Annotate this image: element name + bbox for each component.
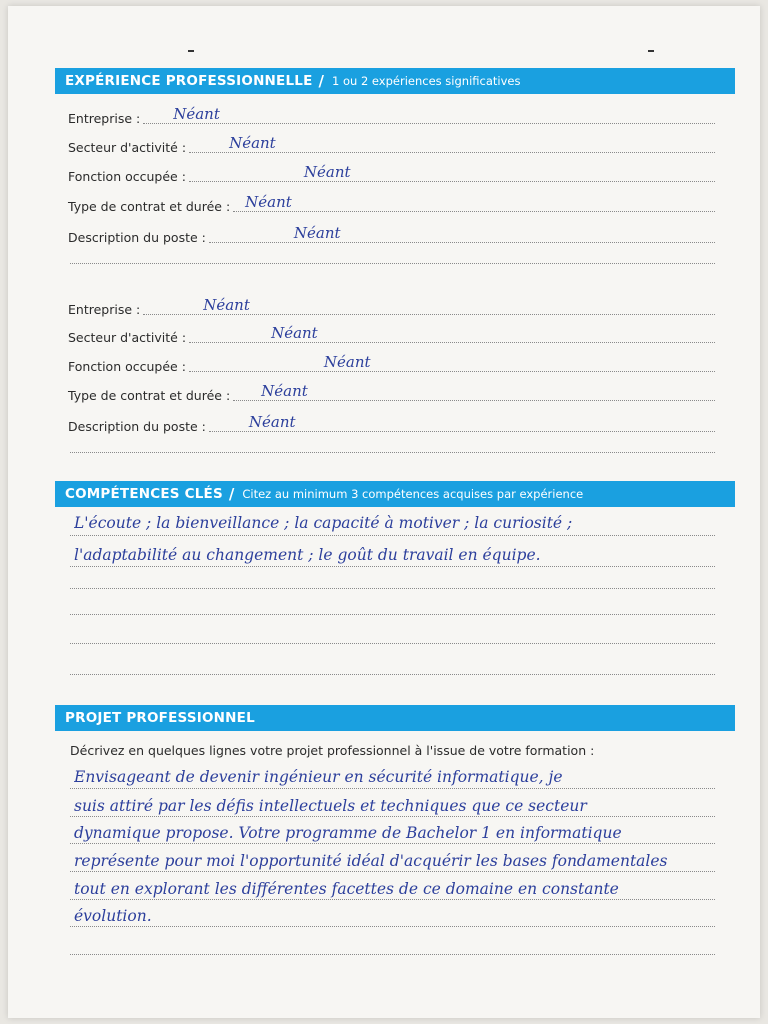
entreprise-value-1: Néant: [173, 105, 220, 123]
entreprise-field-2[interactable]: [68, 297, 715, 317]
description-field-2[interactable]: [68, 414, 715, 434]
crop-mark: [648, 50, 654, 52]
fonction-value-1: Néant: [303, 163, 351, 181]
competences-line-2: l'adaptabilité au changement ; le goût du travail en équipe.: [74, 546, 541, 564]
dotted-line: [70, 588, 715, 589]
fonction-value-2: Néant: [323, 353, 371, 371]
secteur-field-2[interactable]: [68, 325, 715, 345]
projet-line-6: évolution.: [74, 907, 152, 925]
dotted-line: [70, 954, 715, 955]
dotted-line: [70, 926, 715, 927]
dotted-line: [70, 788, 715, 789]
description-value-1: Néant: [293, 224, 341, 242]
competences-title: COMPÉTENCES CLÉS: [65, 486, 223, 502]
secteur-value-1: Néant: [229, 134, 276, 152]
dotted-line: [70, 643, 715, 644]
contrat-field-2[interactable]: [68, 383, 715, 403]
contrat-label: Type de contrat et durée :: [68, 388, 231, 403]
description-label: Description du poste :: [68, 419, 206, 434]
dotted-line: [70, 674, 715, 675]
contrat-field-1[interactable]: [68, 194, 715, 214]
competences-line-1: L'écoute ; la bienveillance ; la capacité à motiver ; la curiosité ;: [74, 514, 573, 532]
crop-mark: [188, 50, 194, 52]
fonction-field-2[interactable]: [68, 354, 715, 374]
dotted-line: [70, 816, 715, 817]
projet-line-5: tout en explorant les différentes facettes de ce domaine en constante: [74, 880, 619, 898]
projet-title: PROJET PROFESSIONNEL: [65, 710, 255, 726]
experience-subtitle: 1 ou 2 expériences significatives: [332, 74, 521, 88]
description-label: Description du poste :: [68, 230, 206, 245]
header-slash: /: [228, 485, 235, 503]
projet-line-3: dynamique propose. Votre programme de Bachelor 1 en informatique: [74, 824, 622, 842]
fonction-field-1[interactable]: [68, 164, 715, 184]
contrat-value-1: Néant: [245, 193, 292, 211]
header-slash: /: [318, 72, 324, 90]
projet-line-4: représente pour moi l'opportunité idéal d'acquérir les bases fondamentales: [74, 852, 668, 870]
secteur-label: Secteur d'activité :: [68, 330, 187, 345]
dotted-line: [70, 843, 715, 844]
fonction-label: Fonction occupée :: [68, 169, 186, 184]
projet-intro: Décrivez en quelques lignes votre projet professionnel à l'issue de votre formation :: [70, 743, 595, 758]
dotted-line: [70, 566, 715, 567]
fonction-label: Fonction occupée :: [68, 359, 186, 374]
entreprise-label: Entreprise :: [68, 111, 141, 126]
secteur-label: Secteur d'activité :: [68, 140, 187, 155]
secteur-field-1[interactable]: [68, 135, 715, 155]
contrat-value-2: Néant: [261, 382, 308, 400]
entreprise-label: Entreprise :: [68, 302, 141, 317]
competences-header: [55, 481, 735, 507]
experience-header: [55, 68, 735, 94]
dotted-line: [70, 899, 715, 900]
projet-header: [55, 705, 735, 731]
dotted-line: [70, 871, 715, 872]
dotted-line: [70, 263, 715, 264]
competences-subtitle: Citez au minimum 3 compétences acquises par expérience: [242, 487, 584, 501]
entreprise-field-1[interactable]: [68, 106, 715, 126]
description-value-2: Néant: [248, 413, 296, 431]
experience-title: EXPÉRIENCE PROFESSIONNELLE: [65, 73, 313, 89]
entreprise-value-2: Néant: [203, 296, 250, 314]
description-field-1[interactable]: [68, 225, 715, 245]
dotted-line: [70, 535, 715, 536]
dotted-line: [70, 452, 715, 453]
projet-line-1: Envisageant de devenir ingénieur en sécurité informatique, je: [74, 768, 563, 786]
dotted-line: [70, 614, 715, 615]
secteur-value-2: Néant: [271, 324, 318, 342]
contrat-label: Type de contrat et durée :: [68, 199, 231, 214]
projet-line-2: suis attiré par les défis intellectuels et techniques que ce secteur: [74, 797, 587, 815]
